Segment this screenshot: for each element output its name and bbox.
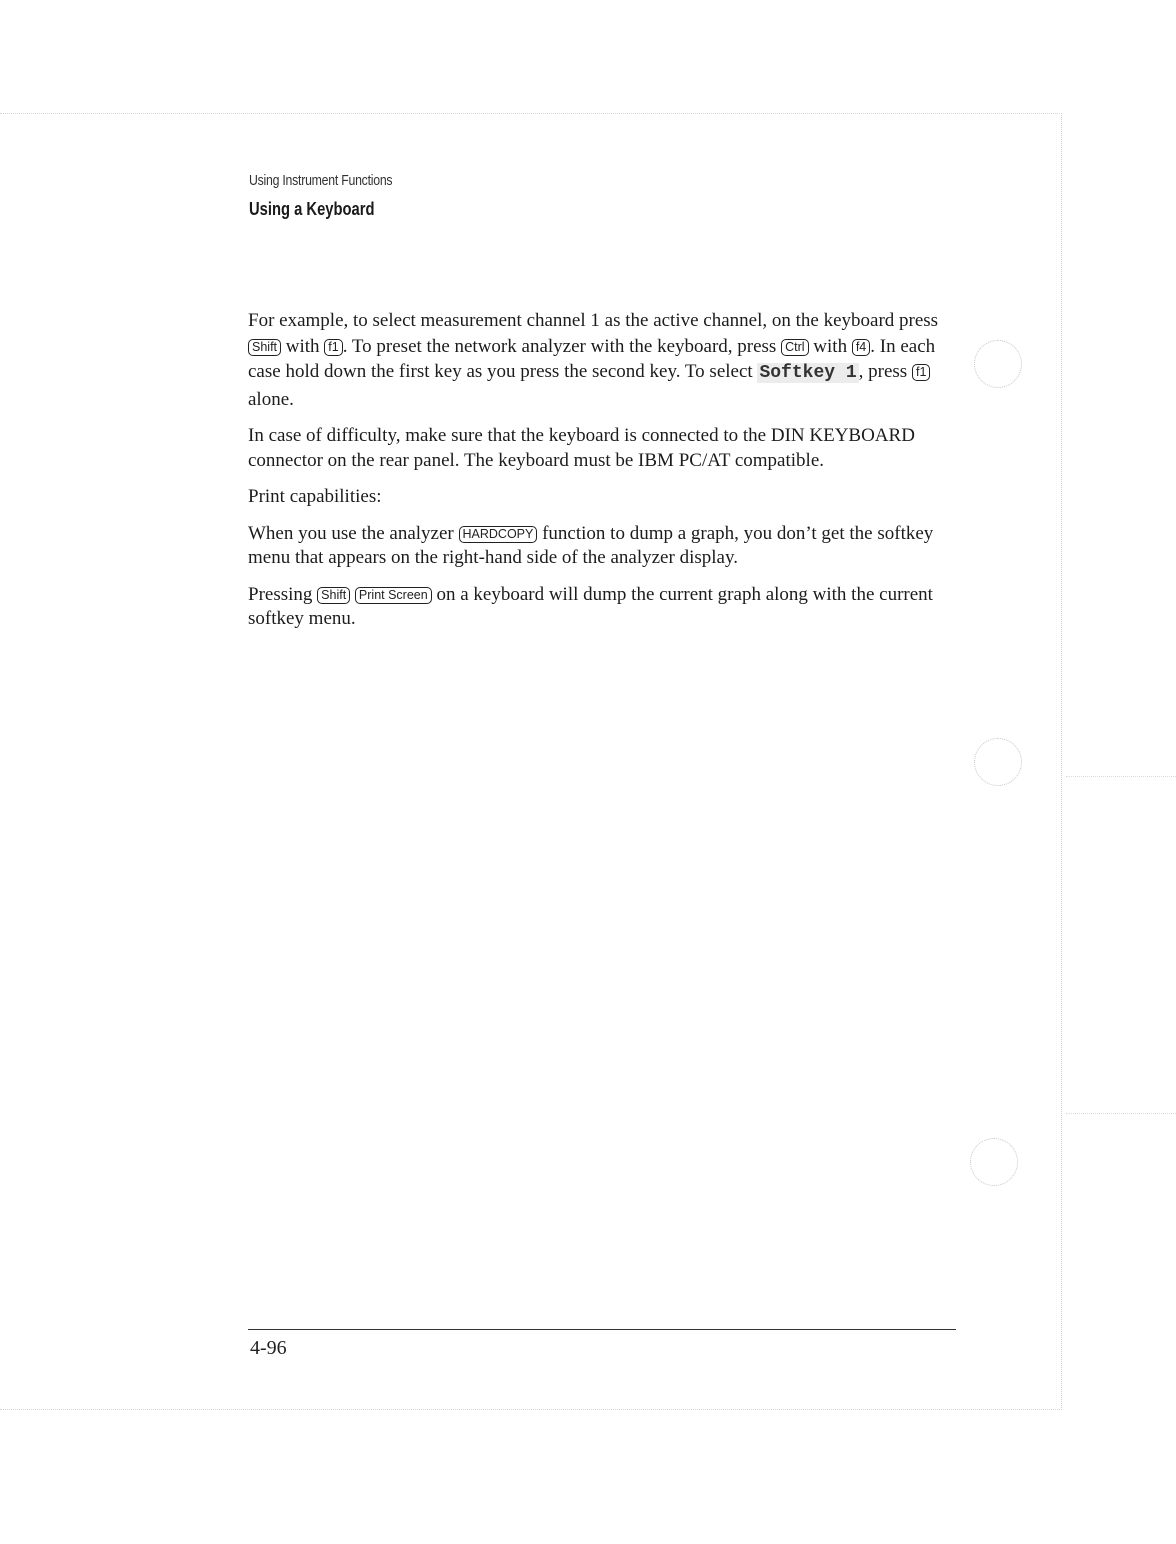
paragraph-hardcopy xyxy=(248,522,968,571)
paragraph-print-screen xyxy=(248,583,968,632)
paragraph-print-heading: Print capabilities: xyxy=(248,486,382,507)
footer-rule xyxy=(248,1329,956,1330)
text-run: For example, to select measurement channel 1 as the active channel, on the keyboard press xyxy=(248,310,939,331)
scan-edge-right xyxy=(1061,113,1062,1410)
text-run: alone. xyxy=(248,388,294,410)
paragraph-keyboard-example xyxy=(248,308,968,412)
punch-hole xyxy=(974,738,1022,786)
paragraph-difficulty: In case of difficulty, make sure that the keyboard is connected to the DIN KEYBOARD connector on the rear panel. The keyboard must be IBM PC/AT compatible. xyxy=(248,425,915,471)
scan-edge-bottom xyxy=(0,1409,1062,1410)
key-cap-f4: f4 xyxy=(852,339,870,356)
key-cap-hardcopy: HARDCOPY xyxy=(459,526,538,543)
text-run: . To preset the network analyzer with the keyboard, press xyxy=(342,335,782,357)
text-run: . In each case hold down the first key as you press the second key. To select xyxy=(248,335,936,382)
text-run: , press xyxy=(858,361,912,382)
text-run: function to dump a graph, you don’t get the softkey menu that appears on the right-hand side of the analyzer display. xyxy=(248,522,934,568)
key-cap-print-screen: Print Screen xyxy=(355,587,432,604)
section-title: Using a Keyboard xyxy=(249,199,375,219)
key-cap-shift: Shift xyxy=(317,587,350,604)
running-head: Using Instrument Functions xyxy=(249,172,393,189)
text-run: with xyxy=(808,335,852,357)
scan-tab-line xyxy=(1066,1113,1176,1114)
body-text xyxy=(248,308,968,644)
key-cap-shift: Shift xyxy=(248,339,281,356)
scan-tab-line xyxy=(1066,776,1176,777)
key-cap-f1: f1 xyxy=(324,339,342,356)
softkey-label: Softkey 1 xyxy=(759,363,857,383)
text-run: Pressing xyxy=(248,583,318,605)
punch-hole xyxy=(970,1138,1018,1186)
scan-edge-top xyxy=(0,113,1062,114)
text-run: with xyxy=(281,335,325,357)
text-run: on a keyboard will dump the current graph along with the current softkey menu. xyxy=(248,583,933,629)
page-number: 4-96 xyxy=(250,1337,287,1359)
punch-hole xyxy=(974,340,1022,388)
key-cap-f1: f1 xyxy=(912,364,930,381)
text-run: When you use the analyzer xyxy=(248,522,459,544)
key-cap-ctrl: Ctrl xyxy=(781,339,808,356)
